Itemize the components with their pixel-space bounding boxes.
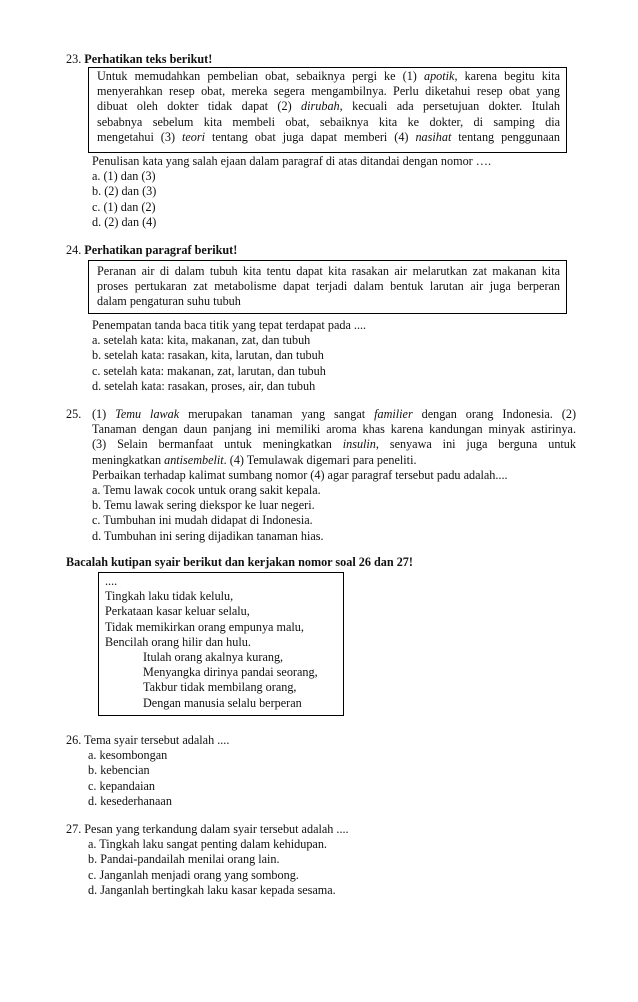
q23-option-b[interactable]: b. (2) dan (3) [92,184,157,199]
q25-para-line-2: Tanaman dengan daun panjang ini memiliki aroma khas karena kandungan minyak astirinya. [92,422,576,437]
q27-option-a[interactable]: a. Tingkah laku sangat penting dalam kehidupan. [88,837,327,852]
q23-box-line-2: menyerahkan resep obat, mereka segera mengambilnya. Perlu diketahui resep obat yang [97,84,560,99]
q26-question: 26. Tema syair tersebut adalah .... [66,733,230,747]
q27-option-c[interactable]: c. Janganlah menjadi orang yang sombong. [88,867,299,882]
poem-line-9: Dengan manusia selalu berperan [143,695,302,710]
q26-block [66,733,229,809]
q23-title: Perhatikan teks berikut! [84,52,213,66]
q27-option-d[interactable]: d. Janganlah bertingkah laku kasar kepada sesama. [88,882,336,897]
poem-line-3: Perkataan kasar keluar selalu, [105,604,250,619]
poem-instruction: Bacalah kutipan syair berikut dan kerjakan nomor soal 26 dan 27! [66,555,413,569]
q23-text-box [88,67,567,153]
q25-option-a[interactable]: a. Temu lawak cocok untuk orang sakit kepala. [92,483,321,498]
q26-option-b[interactable]: b. kebencian [88,763,150,778]
q23-box-line-5: mengetahui (3) teori tentang obat juga dapat memberi (4) nasihat tentang penggunaan [97,129,560,144]
q25-option-c[interactable]: c. Tumbuhan ini mudah didapat di Indonesia. [92,513,313,528]
q26-option-c[interactable]: c. kepandaian [88,778,155,793]
q24-heading [66,243,237,258]
q25-option-d[interactable]: d. Tumbuhan ini sering dijadikan tanaman hias. [92,528,324,543]
q23-box-line-4: sebabnya sebelum kita membeli obat, sebaiknya kita ke dokter, di samping dia [97,114,560,129]
q24-number: 24. [66,243,82,257]
q26-option-a[interactable]: a. kesombongan [88,748,168,763]
q25-question: Perbaikan terhadap kalimat sumbang nomor (4) agar paragraf tersebut padu adalah.... [92,467,508,482]
q24-question: Penempatan tanda baca titik yang tepat terdapat pada .... [92,318,367,332]
poem-line-8: Takbur tidak membilang orang, [143,680,297,695]
q23-option-d[interactable]: d. (2) dan (4) [92,214,157,229]
q25-para-line-4: meningkatkan antisembelit. (4) Temulawak digemari para peneliti. [92,452,417,467]
q23-box-line-1: Untuk memudahkan pembelian obat, sebaiknya pergi ke (1) apotik, karena begitu kita [97,69,560,83]
q27-option-b[interactable]: b. Pandai-pandailah menilai orang lain. [88,852,280,867]
q24-option-c[interactable]: c. setelah kata: makanan, zat, larutan, dan tubuh [92,363,326,378]
q23-question: Penulisan kata yang salah ejaan dalam paragraf di atas ditandai dengan nomor …. [92,154,491,168]
poem-line-5: Bencilah orang hilir dan hulu. [105,634,251,649]
q24-option-b[interactable]: b. setelah kata: rasakan, kita, larutan, dan tubuh [92,348,324,363]
q24-title: Perhatikan paragraf berikut! [84,243,238,257]
q25-option-b[interactable]: b. Temu lawak sering diekspor ke luar negeri. [92,498,315,513]
q26-option-d[interactable]: d. kesederhanaan [88,793,172,808]
q23-number: 23. [66,52,82,66]
q23-body [92,154,491,230]
q23-heading [66,52,212,67]
q23-option-c[interactable]: c. (1) dan (2) [92,199,156,214]
q27-question: 27. Pesan yang terkandung dalam syair tersebut adalah .... [66,822,349,836]
q24-body [92,318,366,394]
q24-text-box [88,260,567,314]
q24-box-line-2: proses pertukaran zat metabolisme dapat terjadi dalam bentuk larutan air juga berperan [97,279,560,294]
q25-number: 25. [66,407,82,421]
q25-body [92,407,576,544]
poem-box [98,572,344,716]
q25-para-line-3: (3) Selain bermanfaat untuk meningkatkan insulin, senyawa ini juga berguna untuk [92,437,576,452]
poem-line-4: Tidak memikirkan orang empunya malu, [105,619,304,634]
poem-line-7: Menyangka dirinya pandai seorang, [143,665,318,680]
q24-box-line-1: Peranan air di dalam tubuh kita tentu dapat kita rasakan air melarutkan zat makanan kita [97,264,560,278]
q24-option-a[interactable]: a. setelah kata: kita, makanan, zat, dan tubuh [92,333,311,348]
q25-para-line-1: (1) Temu lawak merupakan tanaman yang sangat familier dengan orang Indonesia. (2) [92,407,577,421]
q24-box-line-3: dalam pengaturan suhu tubuh [97,294,241,309]
q23-box-line-3: dibuat oleh dokter tidak dapat (2) dirubah, kecuali ada persetujuan dokter. Itulah [97,99,560,114]
q27-block [66,822,349,898]
q23-option-a[interactable]: a. (1) dan (3) [92,169,156,184]
poem-line-2: Tingkah laku tidak kelulu, [105,589,234,604]
q24-option-d[interactable]: d. setelah kata: rasakan, proses, air, dan tubuh [92,378,316,393]
poem-line-1: .... [105,574,118,588]
poem-line-6: Itulah orang akalnya kurang, [143,650,284,665]
